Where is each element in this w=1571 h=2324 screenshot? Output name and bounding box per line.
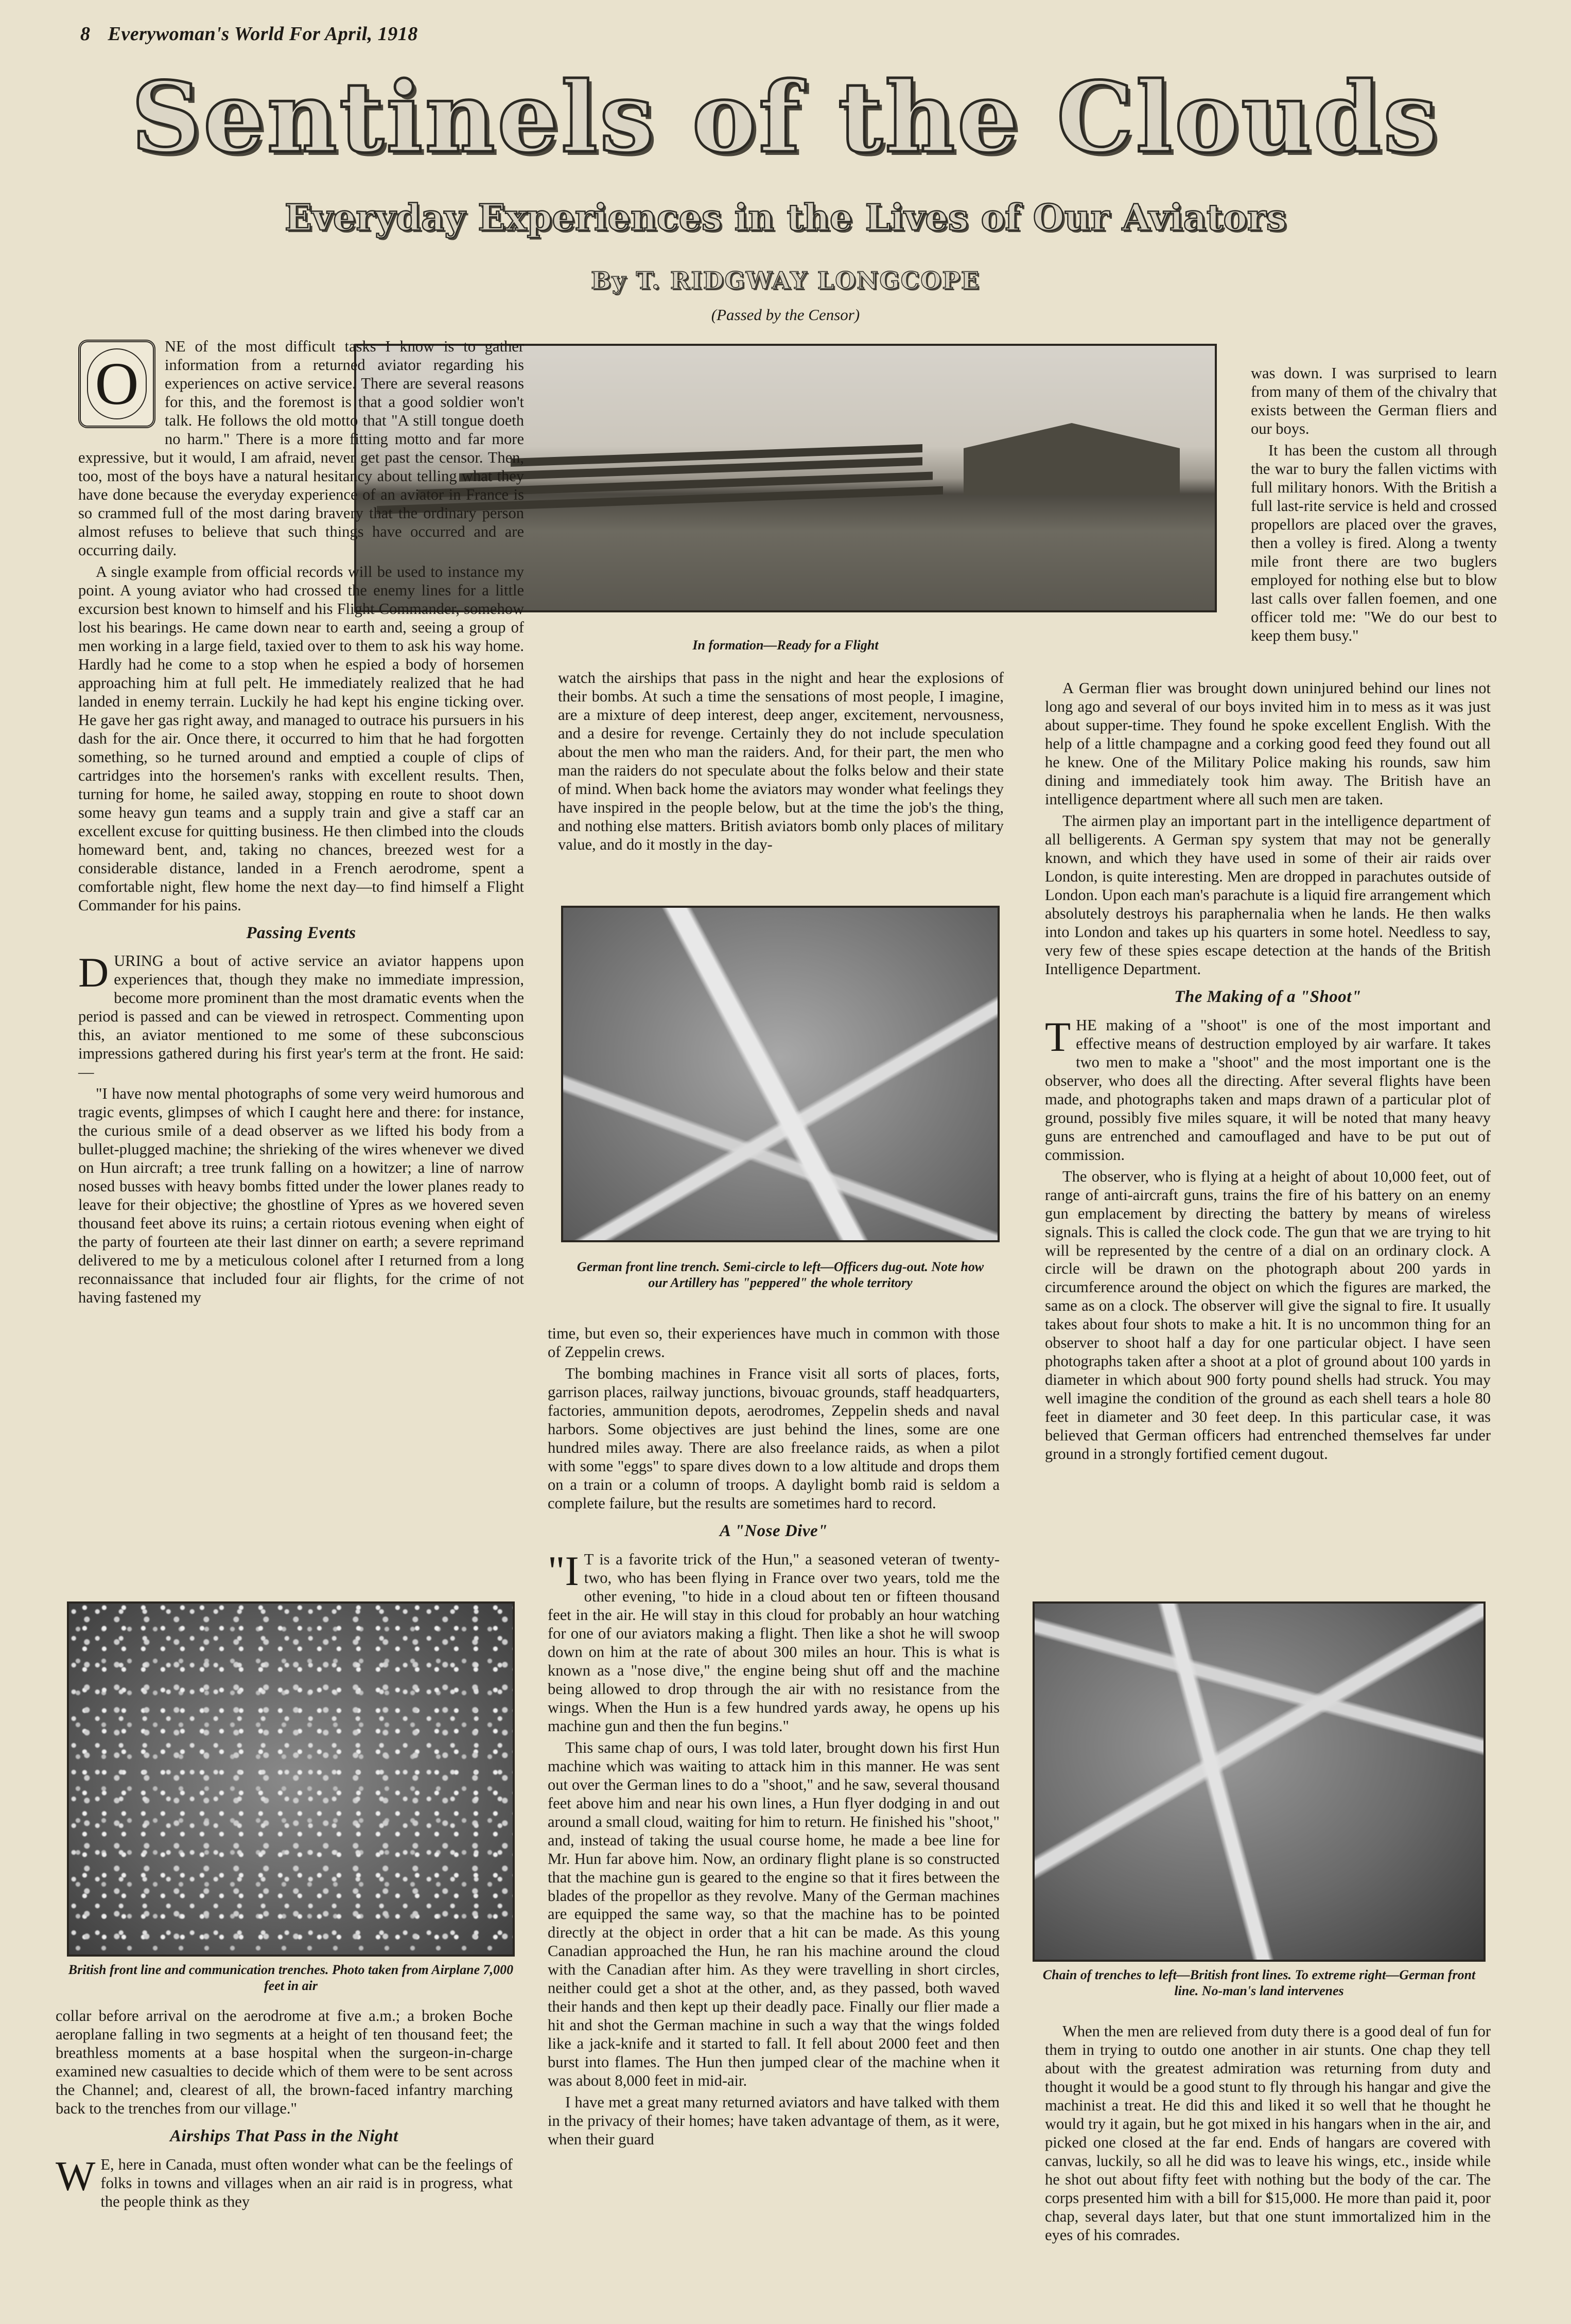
drop-cap: "I xyxy=(548,1547,579,1594)
column-1-continued xyxy=(56,2007,513,2214)
column-2-lower xyxy=(548,1325,1000,2152)
running-header xyxy=(80,23,418,45)
article-subtitle: Everyday Experiences in the Lives of Our Aviators xyxy=(284,196,1287,239)
caption-german-trench: German front line trench. Semi-circle to left—Officers dug-out. Note how our Artillery has "peppered" the whole territory xyxy=(577,1259,984,1291)
drop-cap: W xyxy=(56,2152,96,2199)
caption-chain-trenches: Chain of trenches to left—British front lines. To extreme right—German front line. No-man's land intervenes xyxy=(1042,1967,1476,1999)
column-3-bottom xyxy=(1045,2022,1491,2248)
censor-note: (Passed by the Censor) xyxy=(711,306,860,324)
byline: By T. RIDGWAY LONGCOPE xyxy=(591,267,980,294)
paragraph: A German flier was brought down uninjured behind our lines not long ago and several of our boys invited him in to mess as it was just about supper-time. They found he spoke excellent English. With the help of a little champagne and a corking good feed they found out all he knew. One of the Military Police making his rounds, saw him dining and immediately took him away. The British have an intelligence department where all such men are taken. xyxy=(1045,679,1491,808)
caption-formation: In formation—Ready for a Flight xyxy=(692,638,879,653)
heading-making-shoot: The Making of a "Shoot" xyxy=(1174,987,1361,1006)
paragraph: The observer, who is flying at a height of about 10,000 feet, out of range of anti-aircraft guns, trains the fire of his battery on an enemy gun emplacement by directing the battery by means of wireless signals. This is called the clock code. The gun that we are trying to hit will be represented by the centre of a dial on an ordinary clock. A circle will be drawn on the photograph about 200 yards in circumference around the object on which the figures are marked, the same as on a clock. The observer will give the signal to fire. It usually takes about four shots to make a hit. It is no uncommon thing for an observer to shoot half a day for one particular object. I have seen photographs taken after a shoot at a plot of ground about 100 yards in diameter in which about 900 forty pound shells had struck. You may well imagine the condition of the ground as each shell tears a hole 80 feet in diameter and 30 feet deep. In this particular case, it was believed that German officers had entrenched themselves far under ground in a strongly fortified cement dugout. xyxy=(1045,1167,1491,1463)
photo-german-trench xyxy=(561,906,1000,1242)
column-2-top xyxy=(558,669,1004,857)
passing-paragraph-1 xyxy=(78,949,524,1082)
heading-passing-events: Passing Events xyxy=(246,923,356,942)
paragraph: "I have now mental photographs of some very weird humorous and tragic events, glimpses of which I caught here and there: for instance, the curious smile of a dead observer as we lifted his body from a bullet-plugged machine; the shrieking of the wires whenever we dived on Hun aircraft; a tree trunk falling on a howitzer; a line of narrow nosed busses with heavy bombs fitted under the lower planes ready to leave for their objective; the ghostline of Ypres as we hovered seven thousand feet above its ruins; a certain riotous evening when eight of the party of fourteen ate their last dinner on earth; a severe reprimand delivered to me by a meticulous colonel after I returned from a long reconnaissance that included four air flights, for the crime of not having fastened my xyxy=(78,1085,524,1307)
paragraph: collar before arrival on the aerodrome at five a.m.; a broken Boche aeroplane falling in two segments at a height of ten thousand feet; the breathless moments at a base hospital when the surgeon-in-charge examined new casualties to decide which of them were to be sent across the Channel; and, clearest of all, the brown-faced infantry marching back to the trenches from our village." xyxy=(56,2007,513,2117)
nose-dive-text: T is a favorite trick of the Hun," a seasoned veteran of twenty-two, who has been flying in France over two years, told me the other evening, "to hide in a cloud about ten or fifteen thousand feet in the air. He will stay in this cloud for probably an hour watching for one of our aviators making a flight. Then like a shot he will swoop down on him at the rate of about 300 miles an hour. This is what is known as a "nose dive," the engine being shut off and the machine being allowed to drop through the air with no resistance from the wings. When the Hun is a few hundred yards away, he opens up his machine gun and then the fun begins." xyxy=(548,1550,1000,1735)
shoot-paragraph-1 xyxy=(1045,1013,1491,1165)
paragraph: was down. I was surprised to learn from many of them of the chivalry that exists between the German fliers and our boys. xyxy=(1251,364,1497,437)
drop-cap: D xyxy=(78,949,109,996)
nose-dive-paragraph-1 xyxy=(548,1547,1000,1736)
airships-text: E, here in Canada, must often wonder what can be the feelings of folks in towns and villages when an air raid is in progress, what the people think as they xyxy=(100,2155,513,2210)
paragraph: A single example from official records will be used to instance my point. A young aviator who had crossed the enemy lines for a little excursion best known to himself and his Flight Commander, somehow lost his bearings. He came down near to earth and, seeing a group of men working in a large field, taxied over to them to ask his way home. Hardly had he come to a stop when he espied a body of horsemen approaching him at full pelt. He immediately realized that he had landed in enemy terrain. Luckily he had kept his engine ticking over. He gave her gas right away, and managed to outrace his pursuers in his dash for the air. Once there, it occurred to him that he had forgotten something, so he turned around and emptied a couple of clips of cartridges into the horsemen's ranks with excellent results. Then, turning for home, he sailed away, stopping en route to shoot down some heavy gun teams and a supply train and give a staff car an excellent excuse for quitting business. He then climbed into the clouds homeward bent, and, taking no chances, breezed west for a considerable distance, landed in a French aerodrome, spent a comfortable night, flew home the next day—to find himself a Flight Commander for his pains. xyxy=(78,562,524,914)
intro-text: NE of the most difficult tasks I know is to gather information from a returned aviator regarding his experiences on active service. There are several reasons for this, and the foremost is that a good soldier won't talk. He follows the old motto that "A still tongue doeth no harm." There is a more fitting motto and far more expressive, but it would, I am afraid, never get past the censor. Then, too, most of the boys have a natural hesitancy about telling what they have done because the everyday experience of an aviator in France is so crammed full of the most daring bravery that the ordinary person almost refuses to believe that such things have occurred and are occurring daily. xyxy=(78,338,524,559)
column-3-narrow xyxy=(1251,364,1497,648)
running-title: Everywoman's World For April, 1918 xyxy=(108,23,418,45)
paragraph: This same chap of ours, I was told later, brought down his first Hun machine which was waiting to attack him in this manner. He was sent out over the German lines to do a "shoot," and he saw, several thousand feet above him and near his own lines, a Hun flyer dodging in and out around a small cloud, waiting for him to return. He finished his "shoot," and, instead of taking the usual course home, he made a bee line for Mr. Hun far above him. Now, an ordinary flight plane is so constructed that the machine gun is geared to the engine so that it fires between the blades of the propellor as they revolve. Many of the German machines are equipped the same way, so that the machine has to be pointed directly at the object in order that a hit can be made. As this young Canadian approached the Hun, he ran his machine around the cloud with the Canadian after him. As they were travelling in short circles, neither could get a shot at the other, and, as they passed, both waved their hands and then kept up their deadly pace. Finally our flier made a hit and shot the German machine in such a way that the wings folded like a jack-knife and it started to fall. It fell about 2000 feet and then burst into flames. The Hun then jumped clear of the machine when it was about 8,000 feet in mid-air. xyxy=(548,1738,1000,2090)
page-number: 8 xyxy=(80,23,91,45)
intro-paragraph xyxy=(78,338,524,560)
paragraph: It has been the custom all through the war to bury the fallen victims with full military honors. With the British a full last-rite service is held and crossed propellors are placed over the graves, then a volley is fired. Along a twenty mile front there are two buglers employed for nothing else but to blow last calls over fallen foemen, and one officer told me: "We do our best to keep them busy." xyxy=(1251,441,1497,644)
paragraph: watch the airships that pass in the night and hear the explosions of their bombs. At such a time the sensations of most people, I imagine, are a mixture of deep interest, deep anger, excitement, nervousness, and a desire for revenge. Certainly they do not include speculation about the men who man the raiders. And, for their part, the men who man the raiders do not speculate about the folks below and their state of mind. When back home the aviators may wonder what feelings they have inspired in the people below, but at the time the job's the thing, and nothing else matters. British aviators bomb only places of military value, and do it mostly in the day- xyxy=(558,669,1004,853)
paragraph: time, but even so, their experiences have much in common with those of Zeppelin crews. xyxy=(548,1325,1000,1361)
airships-paragraph xyxy=(56,2152,513,2211)
passing-text: URING a bout of active service an aviator happens upon experiences that, though they make no immediate impression, become more prominent than the most dramatic events when the period is passed and can be viewed in retrospect. Commenting upon this, an aviator mentioned to me some of these subconscious impressions gathered during his first year's term at the front. He said:— xyxy=(78,952,524,1081)
paragraph: I have met a great many returned aviators and have talked with them in the privacy of their homes; have taken advantage of them, as it were, when their guard xyxy=(548,2093,1000,2149)
column-1 xyxy=(78,338,524,1310)
drop-cap: T xyxy=(1045,1013,1071,1060)
ornamental-initial: O xyxy=(78,340,155,428)
photo-chain-trenches xyxy=(1033,1601,1486,1962)
heading-nose-dive: A "Nose Dive" xyxy=(720,1521,828,1540)
paragraph: The airmen play an important part in the intelligence department of all belligerents. A German spy system that may not be generally known, and which they have used in some of their air raids over London, is quite interesting. Men are dropped in parachutes outside of London. Upon each man's parachute is a liquid fire arrangement which absolutely destroys his paraphernalia when he lands. He then walks into London and takes up his quarters in some hotel. Needless to say, very few of these spies escape detection at the hands of the British Intelligence Department. xyxy=(1045,812,1491,978)
paragraph: The bombing machines in France visit all sorts of places, forts, garrison places, railway junctions, bivouac grounds, staff headquarters, factories, ammunition depots, aerodromes, Zeppelin sheds and naval harbors. Some objectives are just behind the lines, some are one hundred miles away. There are also freelance raids, as when a pilot with some "eggs" to spare dives down to a low altitude and drops them on a train or a column of troops. A daylight bomb raid is seldom a complete failure, but the results are sometimes hard to record. xyxy=(548,1364,1000,1512)
article-title: Sentinels of the Clouds xyxy=(131,61,1440,174)
paragraph: When the men are relieved from duty there is a good deal of fun for them in trying to outdo one another in air stunts. One chap they tell about with the greatest admiration was returning from duty and thought it would be a good stunt to fly through his hangar and give the machinist a treat. He did this and liked it so well that he thought he would try it again, but he got mixed in his hangars when in the air, and picked one closed at the far end. Ends of hangars are covered with canvas, luckily, so all he did was to leave his wings, etc., inside while he shot out about fifty feet with nothing but the body of the car. The corps presented him with a bill for $15,000. He more than paid it, poor chap, several days later, but that one stunt immortalized him in the eyes of his comrades. xyxy=(1045,2022,1491,2244)
column-3 xyxy=(1045,679,1491,1467)
photo-british-trenches xyxy=(67,1601,515,1957)
shoot-text: HE making of a "shoot" is one of the most important and effective means of destruction employed by air warfare. It takes two men to make a "shoot" and the most important one is the observer, who does all the directing. After several flights have been made, and photographs taken and maps drawn of a particular plot of ground, possibly five miles square, it will be noted that many heavy guns are entrenched and camouflaged and have to be put out of commission. xyxy=(1045,1016,1491,1164)
caption-british-trenches: British front line and communication trenches. Photo taken from Airplane 7,000 feet in air xyxy=(68,1962,514,1994)
heading-airships: Airships That Pass in the Night xyxy=(170,2126,398,2145)
